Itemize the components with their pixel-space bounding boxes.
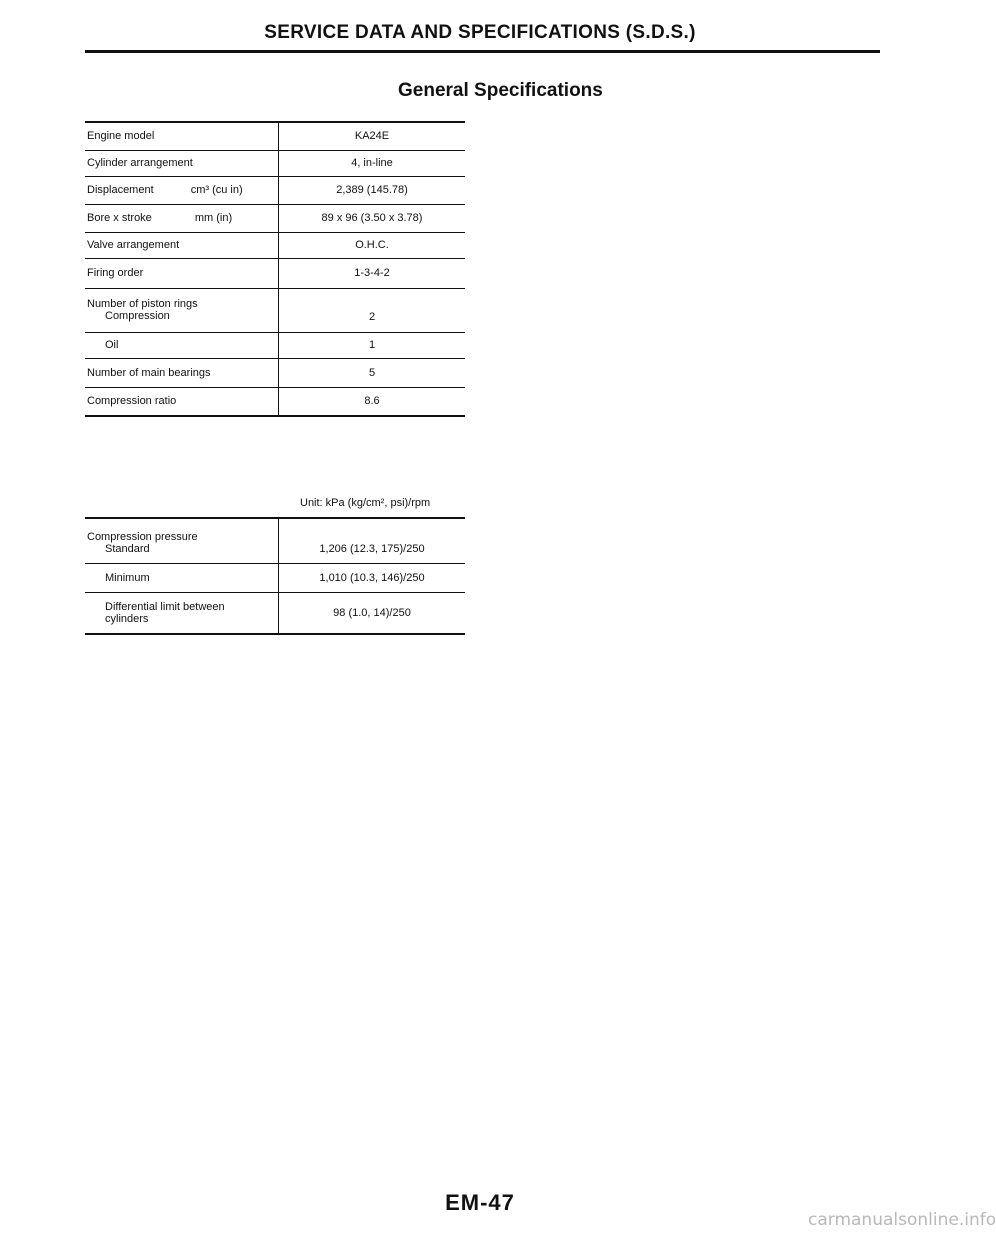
spec-label: Compression pressure — [87, 530, 198, 543]
spec-label-cell — [85, 176, 279, 204]
spec-value: O.H.C. — [279, 232, 466, 258]
compression-pressure-table — [85, 517, 465, 635]
table-row — [85, 518, 465, 563]
spec-label: Differential limit between — [105, 600, 225, 613]
spec-label: Minimum — [105, 571, 150, 584]
spec-label: Bore x stroke — [87, 212, 152, 224]
spec-label-cell — [85, 204, 279, 232]
table-row — [85, 122, 465, 150]
spec-value: 1,206 (12.3, 175)/250 — [279, 518, 466, 563]
spec-label: Oil — [105, 339, 119, 351]
spec-value: 8.6 — [279, 387, 466, 416]
table-row — [85, 387, 465, 416]
table-row — [85, 332, 465, 358]
spec-sublabel: Compression — [105, 310, 170, 322]
header-rule — [85, 50, 880, 53]
spec-label: Number of piston rings — [87, 298, 198, 310]
spec-label-cell — [85, 518, 279, 563]
spec-value: 89 x 96 (3.50 x 3.78) — [279, 204, 466, 232]
spec-value: 1-3-4-2 — [279, 258, 466, 288]
table-row — [85, 563, 465, 592]
spec-unit: cm³ (cu in) — [190, 184, 243, 196]
page-header: SERVICE DATA AND SPECIFICATIONS (S.D.S.) — [264, 22, 696, 43]
spec-value: 1,010 (10.3, 146)/250 — [279, 563, 466, 592]
spec-unit: mm (in) — [194, 212, 233, 224]
page-number: EM-47 — [445, 1190, 515, 1215]
spec-value: 1 — [279, 332, 466, 358]
spec-label: Engine model — [85, 122, 279, 150]
spec-label-line2: cylinders — [105, 612, 149, 625]
spec-label: Cylinder arrangement — [85, 150, 279, 176]
spec-label: Number of main bearings — [85, 358, 279, 387]
spec-label-cell — [85, 592, 279, 634]
spec-label: Compression ratio — [85, 387, 279, 416]
section-title: General Specifications — [398, 80, 603, 101]
spec-label: Displacement — [87, 184, 154, 196]
spec-value: KA24E — [279, 122, 466, 150]
spec-value: 2,389 (145.78) — [279, 176, 466, 204]
unit-note: Unit: kPa (kg/cm², psi)/rpm — [300, 497, 431, 509]
table-row — [85, 358, 465, 387]
spec-label: Firing order — [85, 258, 279, 288]
spec-sublabel: Standard — [105, 542, 150, 555]
table-row — [85, 176, 465, 204]
table-row — [85, 592, 465, 634]
spec-value: 4, in-line — [279, 150, 466, 176]
table-row — [85, 150, 465, 176]
table-row — [85, 232, 465, 258]
spec-label-cell — [85, 332, 279, 358]
spec-value: 2 — [279, 288, 466, 332]
spec-value: 98 (1.0, 14)/250 — [279, 592, 466, 634]
table-row — [85, 204, 465, 232]
watermark: carmanualsonline.info — [808, 1210, 996, 1230]
spec-label: Valve arrangement — [85, 232, 279, 258]
table-row — [85, 288, 465, 332]
spec-value: 5 — [279, 358, 466, 387]
table-row — [85, 258, 465, 288]
spec-label-cell — [85, 563, 279, 592]
general-specifications-table — [85, 121, 465, 417]
spec-label-cell — [85, 288, 279, 332]
